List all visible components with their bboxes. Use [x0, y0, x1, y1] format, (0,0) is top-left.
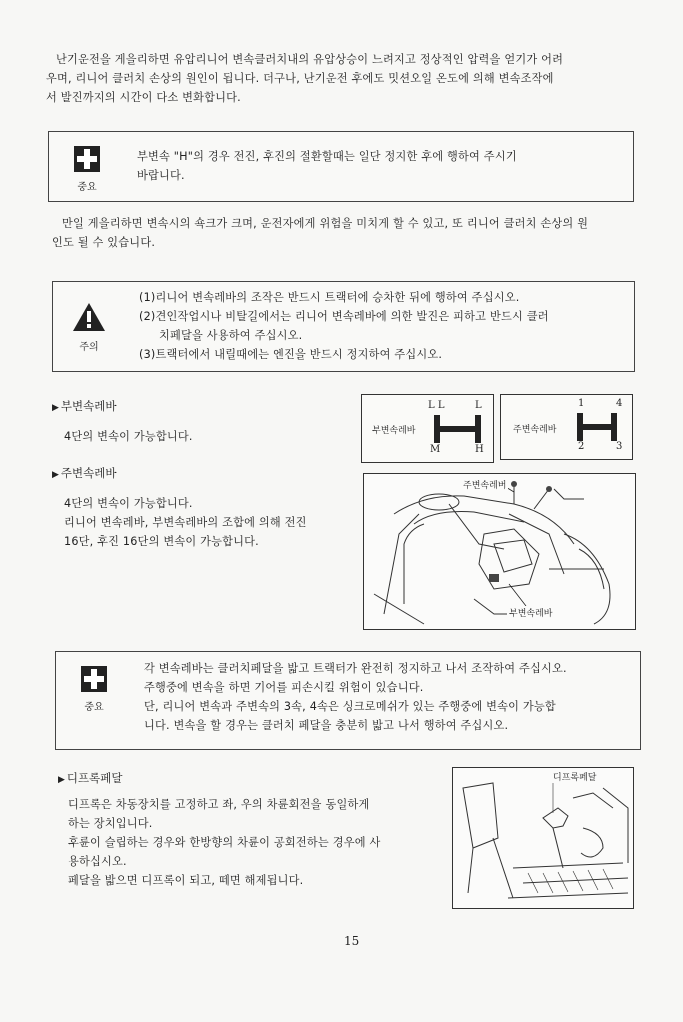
main-shift-pattern-diagram — [500, 394, 633, 460]
gear-position: 3 — [616, 441, 623, 452]
shift-gate-cross — [577, 424, 617, 430]
body-line: 4단의 변속이 가능합니다. — [64, 497, 193, 510]
figure-label: 디프록페달 — [551, 770, 598, 783]
caution-label: 주의 — [79, 342, 99, 353]
intro-line: 서 발진까지의 시간이 다소 변화합니다. — [46, 91, 241, 104]
triangle-bullet-icon: ▶ — [58, 775, 65, 785]
note-line: 니다. 변속을 할 경우는 클러치 페달을 충분히 밟고 나서 행하여 주십시오. — [144, 719, 509, 732]
body-line: 리니어 변속레바, 부변속레바의 조합에 의해 전진 — [64, 516, 307, 529]
body-line: 하는 장치입니다. — [68, 817, 153, 830]
diff-lock-pedal-figure — [452, 767, 634, 909]
note-line: 주행중에 변속을 하면 기어를 피손시킬 위험이 있습니다. — [144, 681, 424, 694]
tractor-shift-lever-figure — [363, 473, 636, 630]
main-shift-body — [64, 494, 354, 551]
sub-shift-pattern-diagram — [361, 394, 494, 463]
intro-paragraph — [46, 50, 646, 107]
paragraph-line: 만일 게을리하면 변속시의 쇽크가 크며, 운전자에게 위험을 미치게 할 수 있고, 또 리니어 클러치 손상의 원 — [62, 217, 589, 230]
gear-position: L L — [428, 400, 445, 411]
caution-line: 치페달을 사용하여 주십시오. — [159, 329, 303, 342]
intro-line: 우며, 리니어 클러치 손상의 원인이 됩니다. 더구나, 난기운전 후에도 밋션오일 온도에 의해 변속조작에 — [46, 72, 554, 85]
shift-gate-cross — [434, 426, 481, 432]
body-line: 용하십시오. — [68, 855, 127, 868]
intro-line: 난기운전을 게을리하면 유압리니어 변속클러치내의 유압상승이 느려지고 정상적인 압력을 얻기가 어려 — [56, 53, 564, 66]
main-shift-title: ▶ 주변속레바 — [52, 466, 117, 480]
caution-icon-block — [69, 302, 109, 353]
caution-line: (1)리니어 변속레바의 조작은 반드시 트랙터에 승차한 뒤에 행하여 주십시오. — [139, 291, 520, 304]
gear-position: 2 — [578, 441, 585, 452]
sub-shift-body: 4단의 변속이 가능합니다. — [64, 430, 193, 443]
gear-position: M — [430, 444, 441, 455]
note-line: 부변속 "H"의 경우 전진, 후진의 절환할때는 일단 정지한 후에 행하여 주시기 — [137, 150, 517, 163]
important-note-box-2 — [55, 651, 641, 750]
figure-label: 부변속레바 — [507, 606, 554, 619]
first-aid-cross-icon — [74, 146, 100, 172]
diagram-label: 주변속레바 — [513, 425, 557, 435]
first-aid-cross-icon — [81, 666, 107, 692]
diagram-label: 부변속레바 — [372, 426, 416, 436]
tractor-cabin-illustration — [364, 474, 635, 629]
body-line: 후륜이 슬립하는 경우와 한방향의 차륜이 공회전하는 경우에 사 — [68, 836, 381, 849]
gear-position: 4 — [616, 398, 623, 409]
diff-lock-body — [68, 795, 438, 890]
caution-box — [52, 281, 635, 372]
important-icon-block — [74, 666, 114, 713]
body-line: 16단, 후진 16단의 변속이 가능합니다. — [64, 535, 259, 548]
diff-lock-title: ▶ 디프록페달 — [58, 771, 123, 785]
important-label: 중요 — [77, 182, 97, 193]
note-line: 바랍니다. — [137, 169, 185, 182]
diff-lock-pedal-illustration — [453, 768, 633, 908]
caution-text — [139, 288, 619, 364]
note-line: 단, 리니어 변속과 주변속의 3속, 4속은 싱크로메쉬가 있는 주행중에 변속이 가능합 — [144, 700, 556, 713]
important-icon-block — [67, 146, 107, 193]
caution-line: (2)견인작업시나 비탈길에서는 리니어 변속레바에 의한 발진은 피하고 반드시 클러 — [139, 310, 549, 323]
paragraph-line: 인도 될 수 있습니다. — [52, 236, 156, 249]
gear-position: H — [475, 444, 484, 455]
triangle-bullet-icon: ▶ — [52, 470, 59, 480]
gear-position: 1 — [578, 398, 585, 409]
triangle-bullet-icon: ▶ — [52, 403, 59, 413]
warning-paragraph — [52, 214, 652, 252]
caution-line: (3)트랙터에서 내릴때에는 엔진을 반드시 정지하여 주십시오. — [139, 348, 443, 361]
note-line: 각 변속레바는 클러치페달을 밟고 트랙터가 완전히 정지하고 나서 조작하여 주십시오. — [144, 662, 567, 675]
sub-shift-title: ▶ 부변속레바 — [52, 399, 117, 413]
important-label: 중요 — [84, 702, 104, 713]
page-number: 15 — [344, 934, 360, 948]
figure-label: 주변속레버 — [461, 478, 508, 491]
important-note-text — [144, 659, 634, 735]
important-note-box — [48, 131, 634, 202]
body-line: 디프록은 차동장치를 고정하고 좌, 우의 차륜회전을 동일하게 — [68, 798, 370, 811]
warning-triangle-icon — [72, 302, 106, 332]
important-note-text — [137, 147, 617, 185]
gear-position: L — [475, 400, 482, 411]
body-line: 페달을 밟으면 디프록이 되고, 떼면 해제됩니다. — [68, 874, 304, 887]
